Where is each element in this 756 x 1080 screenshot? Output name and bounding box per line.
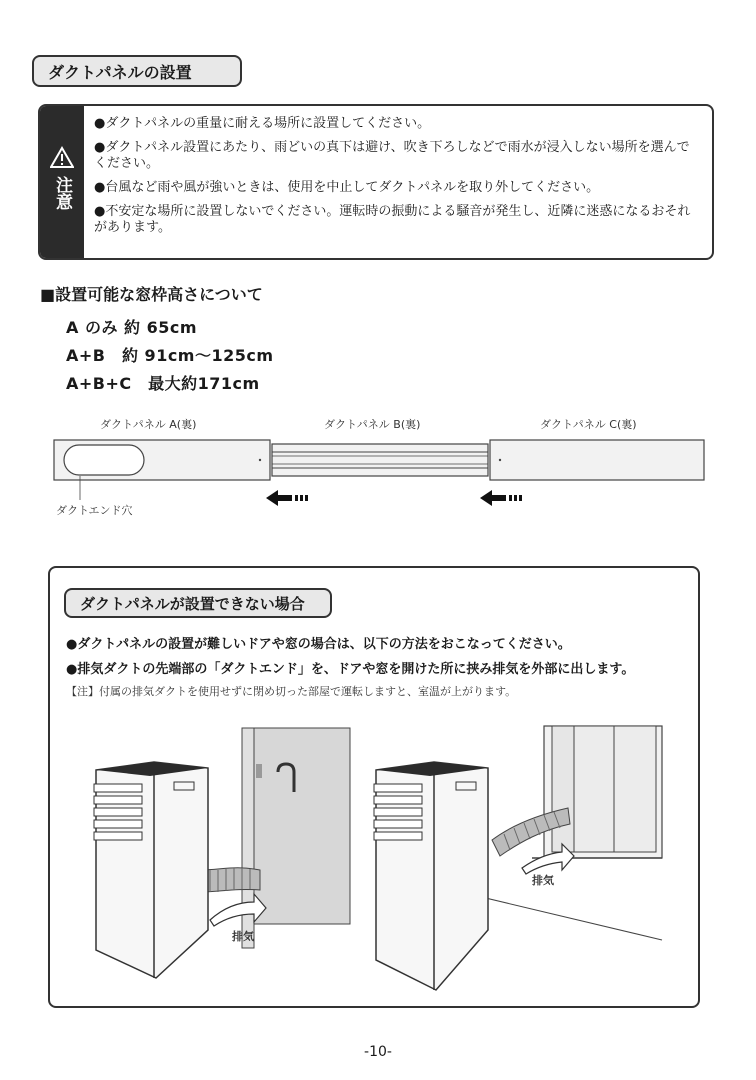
caution-label: 注意 [52,176,72,210]
note-line: 【注】付属の排気ダクトを使用せずに閉め切った部屋で運転しますと、室温が上がります。 [66,685,517,698]
section-title-text: ダクトパネルの設置 [48,62,192,82]
height-line: A+B+C 最大約171cm [66,374,260,393]
duct-panels-diagram [50,436,710,516]
caution-box [38,104,714,260]
caution-list [94,116,700,244]
panel-b [272,444,488,476]
caution-item: ●台風など雨や風が強いときは、使用を中止してダクトパネルを取り外してください。 [94,180,600,195]
duct-end-hole-label: ダクトエンド穴 [56,504,133,517]
warning-icon [50,146,74,168]
air-conditioner-unit [374,762,488,990]
arrow-left-icon [480,490,522,506]
panel-c-label: ダクトパネル C(裏) [540,418,637,431]
heights-heading: ■設置可能な窓枠高さについて [40,285,263,304]
arrow-left-icon [266,490,308,506]
panel-c [490,440,704,480]
ac-window-illustration [372,720,672,1000]
section2-title-text: ダクトパネルが設置できない場合 [80,594,305,613]
panel-b-label: ダクトパネル B(裏) [324,418,421,431]
exhaust-label: 排気 [232,930,254,943]
caution-item: ●ダクトパネル設置にあたり、雨どいの真下は避け、吹き下ろしなどで雨水が浸入しない場所を選んでください。 [94,140,690,171]
page-number: -10- [364,1044,392,1060]
duct-end-hole [64,445,144,475]
caution-item: ●ダクトパネルの重量に耐える場所に設置してください。 [94,116,431,131]
height-line: A+B 約 91cm～125cm [66,346,274,365]
section2-title [64,588,332,618]
instruction-line: ●排気ダクトの先端部の「ダクトエンド」を、ドアや窓を開けた所に挟み排気を外部に出します。 [66,662,635,677]
panel-a-label: ダクトパネル A(裏) [100,418,197,431]
caution-item: ●不安定な場所に設置しないでください。運転時の振動による騒音が発生し、近隣に迷惑になるおそれがあります。 [94,204,691,235]
duct-hose [202,868,260,892]
exhaust-label: 排気 [532,874,554,887]
height-line: A のみ 約 65cm [66,318,198,337]
caution-sidebar [40,106,84,258]
air-conditioner-unit [94,762,208,978]
ac-door-illustration [70,720,370,1000]
section-title [32,55,242,87]
instruction-line: ●ダクトパネルの設置が難しいドアや窓の場合は、以下の方法をおこなってください。 [66,637,571,652]
